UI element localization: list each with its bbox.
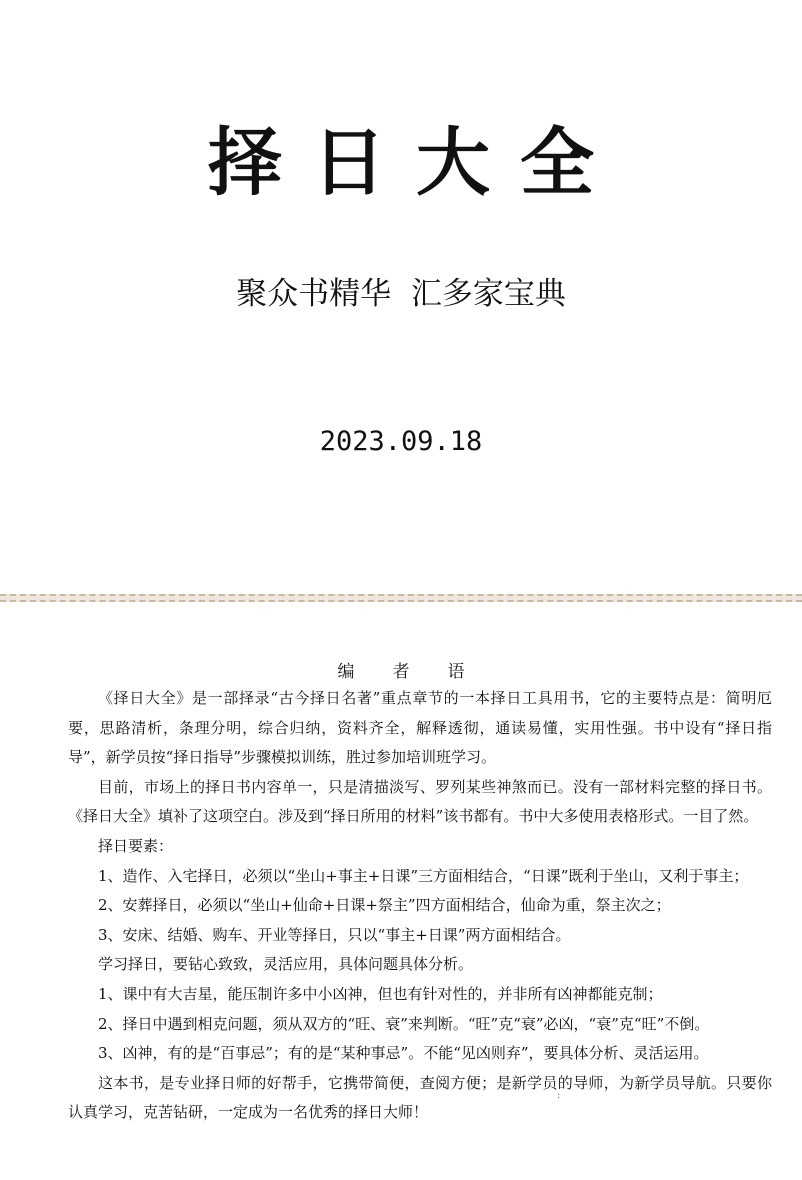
paragraph: 1、造作、入宅择日，必须以“坐山+事主+日课”三方面相结合，“日课”既利于坐山，又利于事主； xyxy=(98,866,749,885)
book-title: 择日大全 xyxy=(208,120,624,206)
paragraph: 3、安床、结婚、购车、开业等择日，只以“事主+日课”两方面相结合。 xyxy=(98,925,571,944)
paragraph: 2、择日中遇到相克问题，须从双方的“旺、衰”来判断。“旺”克“衰”必凶，“衰”克“旺”不倒。 xyxy=(98,1014,710,1033)
paragraph: 学习择日，要钻心致致，灵活应用，具体问题具体分析。 xyxy=(98,955,474,974)
preface-heading: 编者语 xyxy=(337,662,503,682)
paragraph: 择日要素： xyxy=(98,836,174,855)
book-subtitle: 聚众书精华 汇多家宝典 xyxy=(236,276,566,312)
preface-page xyxy=(0,602,802,1180)
paragraph: 《择日大全》是一部择录“古今择日名著”重点章节的一本择日工具用书，它的主要特点是：简明厄要，思路清析，条理分明，综合归纳，资料齐全，解释透彻，通读易懂，实用性强。书中设有“择日指导”，新学员按“择日指导”步骤模拟训练，胜过参加培训班学习。 xyxy=(68,689,772,767)
publish-date: 2023.09.18 xyxy=(319,426,483,457)
footer-mark: : xyxy=(557,1090,561,1101)
paragraph: 3、凶神，有的是“百事忌”；有的是“某种事忌”。不能“见凶则弃”，要具体分析、灵活运用。 xyxy=(98,1044,709,1063)
paragraph: 目前，市场上的择日书内容单一，只是清描淡写、罗列某些神煞而已。没有一部材料完整的择日书。《择日大全》填补了这项空白。涉及到“择日所用的材料”该书都有。书中大多使用表格形式。一目了然。 xyxy=(68,777,772,826)
preface-body xyxy=(68,684,772,1128)
paragraph: 这本书，是专业择日师的好帮手，它携带简便，查阅方便；是新学员的导师，为新学员导航。只要你认真学习，克苦钻研，一定成为一名优秀的择日大师！ xyxy=(68,1073,772,1122)
paragraph: 2、安葬择日，必须以“坐山+仙命+日课+祭主”四方面相结合，仙命为重，祭主次之； xyxy=(98,896,671,915)
page-divider xyxy=(0,594,802,602)
paragraph: 1、课中有大吉星，能压制许多中小凶神，但也有针对性的，并非所有凶神都能克制； xyxy=(98,984,663,1003)
